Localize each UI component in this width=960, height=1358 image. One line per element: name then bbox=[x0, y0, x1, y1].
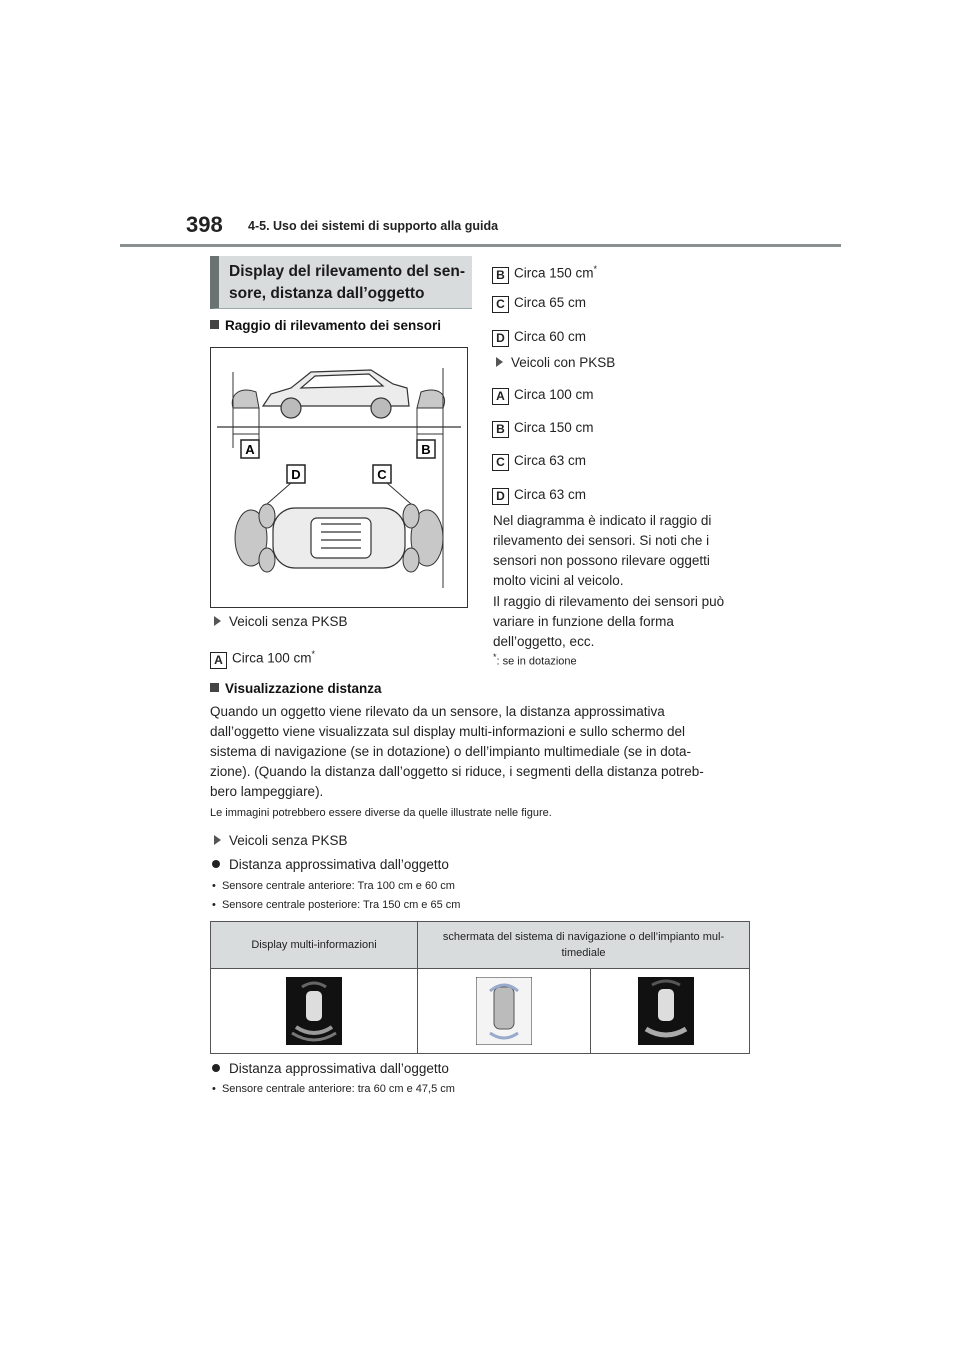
triangle-bullet-icon bbox=[214, 835, 221, 845]
multi-info-display-image bbox=[286, 977, 342, 1045]
distance-without-pksb-label: Veicoli senza PKSB bbox=[214, 831, 348, 851]
range-item-d: D Circa 60 cm bbox=[492, 327, 586, 347]
header-rule bbox=[120, 244, 841, 247]
diagram-label-b: B bbox=[421, 442, 431, 457]
footnote: *: se in dotazione bbox=[493, 652, 577, 668]
label-b-box: B bbox=[492, 421, 509, 438]
label-c-box: C bbox=[492, 454, 509, 471]
diagram-label-d: D bbox=[291, 467, 301, 482]
label-c-box: C bbox=[492, 296, 509, 313]
triangle-bullet-icon bbox=[214, 616, 221, 626]
front-sensor-lobe bbox=[232, 390, 259, 408]
pksb-item-a: A Circa 100 cm bbox=[492, 385, 594, 405]
nav-display-image-1 bbox=[476, 977, 532, 1045]
diagram-label-a: A bbox=[245, 442, 255, 457]
pksb-item-c: C Circa 63 cm bbox=[492, 451, 586, 471]
nav-display-image-2 bbox=[638, 977, 694, 1045]
nav-display-cell-1 bbox=[418, 969, 591, 1054]
pksb-item-d: D Circa 63 cm bbox=[492, 485, 586, 505]
section-title bbox=[210, 256, 472, 309]
bullet-distance-1: Distanza approssimativa dall’oggetto bbox=[212, 855, 449, 875]
label-a-box: A bbox=[492, 388, 509, 405]
section-title-line2: sore, distanza dall’oggetto bbox=[229, 285, 425, 302]
without-pksb-label: Veicoli senza PKSB bbox=[214, 612, 348, 632]
car-top-view bbox=[273, 508, 405, 568]
leader-line-d bbox=[267, 483, 291, 504]
nav-display-cell-2 bbox=[591, 969, 750, 1054]
rear-sensor-lobe bbox=[417, 390, 445, 408]
section-title-line1: Display del rilevamento del sen- bbox=[229, 263, 466, 280]
table-header-navigation: schermata del sistema di navigazione o dell’impianto mul- timediale bbox=[418, 922, 750, 969]
label-d-box: D bbox=[492, 330, 509, 347]
bullet2-sub1: • Sensore centrale anteriore: tra 60 cm e 47,5 cm bbox=[212, 1083, 455, 1095]
diagram-label-c: C bbox=[377, 467, 387, 482]
range-subheading: Raggio di rilevamento dei sensori bbox=[210, 318, 441, 333]
dot-bullet-icon bbox=[212, 1064, 220, 1072]
table-header-multi-info: Display multi-informazioni bbox=[211, 922, 418, 969]
bullet-distance-2: Distanza approssimativa dall’oggetto bbox=[212, 1059, 449, 1079]
range-item-b: B Circa 150 cm* bbox=[492, 259, 597, 284]
triangle-bullet-icon bbox=[496, 357, 503, 367]
sensor-diagram-svg bbox=[211, 348, 467, 607]
leader-line-c bbox=[387, 483, 411, 504]
bullet1-sub1: • Sensore centrale anteriore: Tra 100 cm e 60 cm bbox=[212, 880, 455, 892]
running-title: 4-5. Uso dei sistemi di supporto alla guida bbox=[248, 219, 499, 233]
label-d-box: D bbox=[492, 488, 509, 505]
sensor-range-diagram bbox=[210, 347, 468, 608]
car-side-view bbox=[263, 370, 409, 418]
pksb-item-b: B Circa 150 cm bbox=[492, 418, 594, 438]
dot-bullet-icon bbox=[212, 860, 220, 868]
range-explanation-1: Nel diagramma è indicato il raggio di rilevamento dei sensori. Si noti che i sensori non possono rilevare oggetti molto vicini al veicolo. bbox=[493, 513, 712, 588]
label-b-box: B bbox=[492, 267, 509, 284]
range-explanation-2: Il raggio di rilevamento dei sensori può variare in funzione della forma dell’oggetto, ecc. bbox=[493, 594, 725, 649]
label-a-box: A bbox=[210, 652, 227, 669]
multi-info-display-cell bbox=[211, 969, 418, 1054]
page-number: 398 bbox=[186, 212, 223, 237]
distance-subheading: Visualizzazione distanza bbox=[210, 681, 382, 696]
bullet1-sub2: • Sensore centrale posteriore: Tra 150 cm e 65 cm bbox=[212, 899, 461, 911]
square-bullet-icon bbox=[210, 320, 219, 329]
with-pksb-label: Veicoli con PKSB bbox=[496, 353, 615, 373]
range-item-a: A Circa 100 cm* bbox=[210, 644, 315, 669]
display-table bbox=[210, 921, 750, 1054]
range-item-c: C Circa 65 cm bbox=[492, 293, 586, 313]
distance-paragraph: Quando un oggetto viene rilevato da un sensore, la distanza approssimativa dall’oggetto viene visualizzata sul display multi-informazioni e sullo schermo del sistema di navigazione (se in dotazione) o dell’impianto multimediale (se in dota- zione). (Quando la distanza dall’oggetto si riduce, i segmenti della distanza potreb- bero lampeggiare). bbox=[210, 704, 704, 799]
images-note: Le immagini potrebbero essere diverse da quelle illustrate nelle figure. bbox=[210, 807, 552, 819]
square-bullet-icon bbox=[210, 683, 219, 692]
